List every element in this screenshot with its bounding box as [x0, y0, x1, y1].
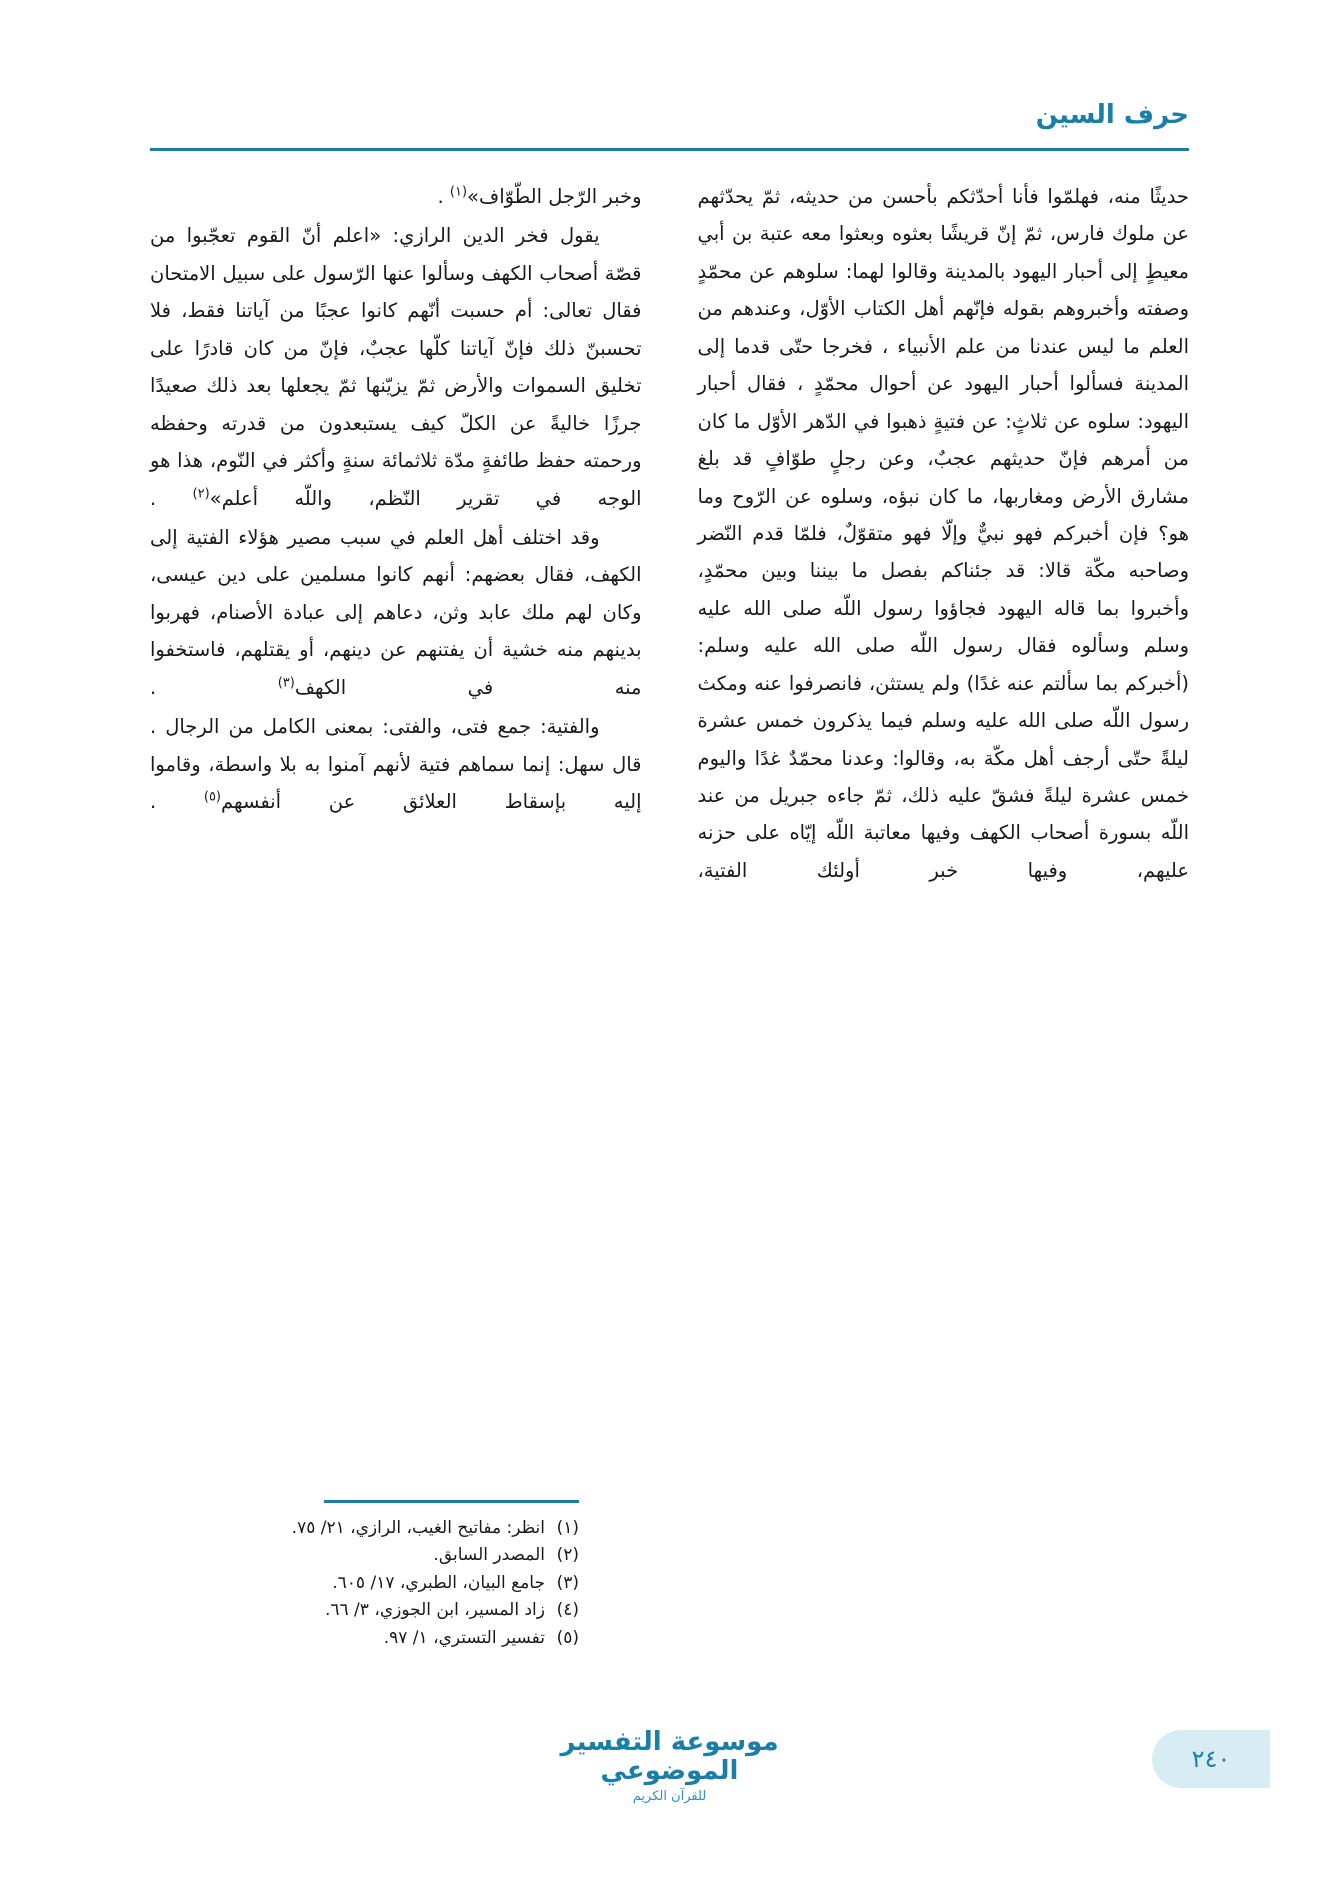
paragraph: حديثًا منه، فهلمّوا فأنا أحدّثكم بأحسن من حديثه، ثمّ يحدّثهم عن ملوك فارس، ثمّ إنّ قريشًا بعثوه وبعثوا معه عتبة بن أبي معيطٍ إلى أحبار اليهود بالمدينة وقالوا لهما: سلوهم عن محمّدٍ وصفته وأخبروهم بقوله فإنّهم أهل الكتاب الأوّل، وعندهم من العلم ما ليس عندنا من علم الأنبياء ، فخرجا حتّى قدما إلى المدينة فسألوا أحبار اليهود عن أحوال محمّدٍ ، فقال أحبار اليهود: سلوه عن ثلاثٍ: عن فتيةٍ ذهبوا في الدّهر الأوّل ما كان من أمرهم فإنّ حديثهم عجبٌ، وعن رجلٍ طوّافٍ قد بلغ مشارق الأرض ومغاربها، ما كان نبؤه، وسلوه عن الرّوح وما هو؟ فإن أخبركم فهو نبيٌّ وإلّا فهو متقوّلٌ، فلمّا قدم النّضر وصاحبه مكّة قالا: قد جئناكم بفصل ما بيننا وبين محمّدٍ، وأخبروا بما قاله اليهود فجاؤوا رسول اللّه صلى الله عليه وسلم وسألوه فقال رسول اللّه صلى الله عليه وسلم: (أخبركم بما سألتم عنه غدًا) ولم يستثن، فانصرفوا عنه ومكث رسول اللّه صلى الله عليه وسلم فيما يذكرون خمس عشرة ليلةً حتّى أرجف أهل مكّة به، وقالوا: وعدنا محمّدٌ غدًا واليوم خمس عشرة ليلةً فشقّ عليه ذلك، ثمّ جاءه جبريل من عند اللّه بسورة أصحاب الكهف وفيها معاتبة اللّه إيّاه على حزنه عليهم، وفيها خبر أولئك الفتية،: [697, 185, 1189, 882]
footnote-divider: [324, 1500, 579, 1503]
footnote-text: زاد المسير، ابن الجوزي، ٣/ ٦٦.: [324, 1600, 545, 1621]
footnote-item: [149, 1597, 579, 1625]
column-right: [698, 178, 1190, 1478]
paragraph-text: يقول فخر الدين الرازي: «اعلم أنّ القوم تعجّبوا من قصّة أصحاب الكهف وسألوا عنها الرّسول على سبيل الامتحان فقال تعالى: أم حسبت أنّهم كانوا عجبًا من آياتنا فقط، فلا تحسبنّ ذلك فإنّ آياتنا كلّها عجبٌ، فإنّ من كان قادرًا على تخليق السموات والأرض ثمّ يزيّنها ثمّ يجعلها بعد ذلك صعيدًا جرزًا خاليةً عن الكلّ كيف يستبعدون من قدرته وحفظه ورحمته حفظ طائفةٍ مدّة ثلاثمائة سنةٍ وأكثر في النّوم، هذا هو الوجه في تقرير النّظم، واللّه أعلم»$^{(٢)}$ .: [150, 224, 642, 510]
footnote-number: (٣): [556, 1572, 579, 1593]
footnote-item: [149, 1515, 579, 1543]
page-footer: [0, 1722, 1339, 1812]
body-columns: [150, 178, 1189, 1478]
footnotes-block: [149, 1500, 579, 1652]
footnote-number: (٢): [556, 1545, 579, 1566]
paragraph: [150, 178, 642, 215]
page-header: [150, 100, 1189, 160]
publisher-logo: [540, 1728, 800, 1804]
page-number-badge: [1152, 1730, 1270, 1788]
footnote-marker: (٢): [192, 486, 210, 501]
paragraph-text: وقد اختلف أهل العلم في سبب مصير هؤلاء الفتية إلى الكهف، فقال بعضهم: أنهم كانوا مسلمين على دين عيسى، وكان لهم ملك عابد وثن، دعاهم إلى عبادة الأصنام، فهربوا بدينهم منه خشية أن يفتنهم عن دينهم، أو يقتلهم، فاستخفوا منه في الكهف$^{(٣)}$ .: [150, 525, 642, 699]
footnote-number: (١): [556, 1517, 579, 1538]
footnote-text: تفسير التستري، ١/ ٩٧.: [383, 1627, 545, 1648]
paragraph: [150, 708, 642, 820]
logo-title: موسوعة التفسير الموضوعي: [560, 1727, 779, 1786]
footnote-number: (٥): [556, 1627, 579, 1648]
footnote-item: [149, 1625, 579, 1653]
paragraph-text: وخبر الرّجل الطّوّاف»$^{(١)}$ .: [437, 184, 642, 208]
footnote-number: (٤): [556, 1600, 579, 1621]
footnote-marker: (٥): [203, 789, 221, 805]
paragraph-text: والفتية: جمع فتى، والفتى: بمعنى الكامل من الرجال . قال سهل: إنما سماهم فتية لأنهم آمنوا به بلا واسطة، وقاموا إليه بإسقاط العلائق عن أنفسهم$^{(٥)}$ .: [150, 715, 642, 813]
footnote-marker: (٣): [277, 675, 295, 691]
header-divider: [150, 148, 1189, 151]
footnote-item: [149, 1542, 579, 1570]
page-number: ٢٤٠: [1191, 1745, 1231, 1773]
logo-subtitle: للقرآن الكريم: [632, 1789, 707, 1805]
paragraph: [150, 217, 642, 517]
footnote-item: [149, 1570, 579, 1598]
footnote-marker: (١): [449, 184, 468, 200]
footnote-text: المصدر السابق.: [433, 1545, 545, 1566]
footnote-text: جامع البيان، الطبري، ١٧/ ٦٠٥.: [332, 1572, 545, 1593]
footnote-text: انظر: مفاتيح الغيب، الرازي، ٢١/ ٧٥.: [291, 1517, 545, 1538]
column-left: [150, 178, 642, 1478]
paragraph: [150, 519, 642, 706]
header-title: حرف السين: [1035, 100, 1189, 130]
